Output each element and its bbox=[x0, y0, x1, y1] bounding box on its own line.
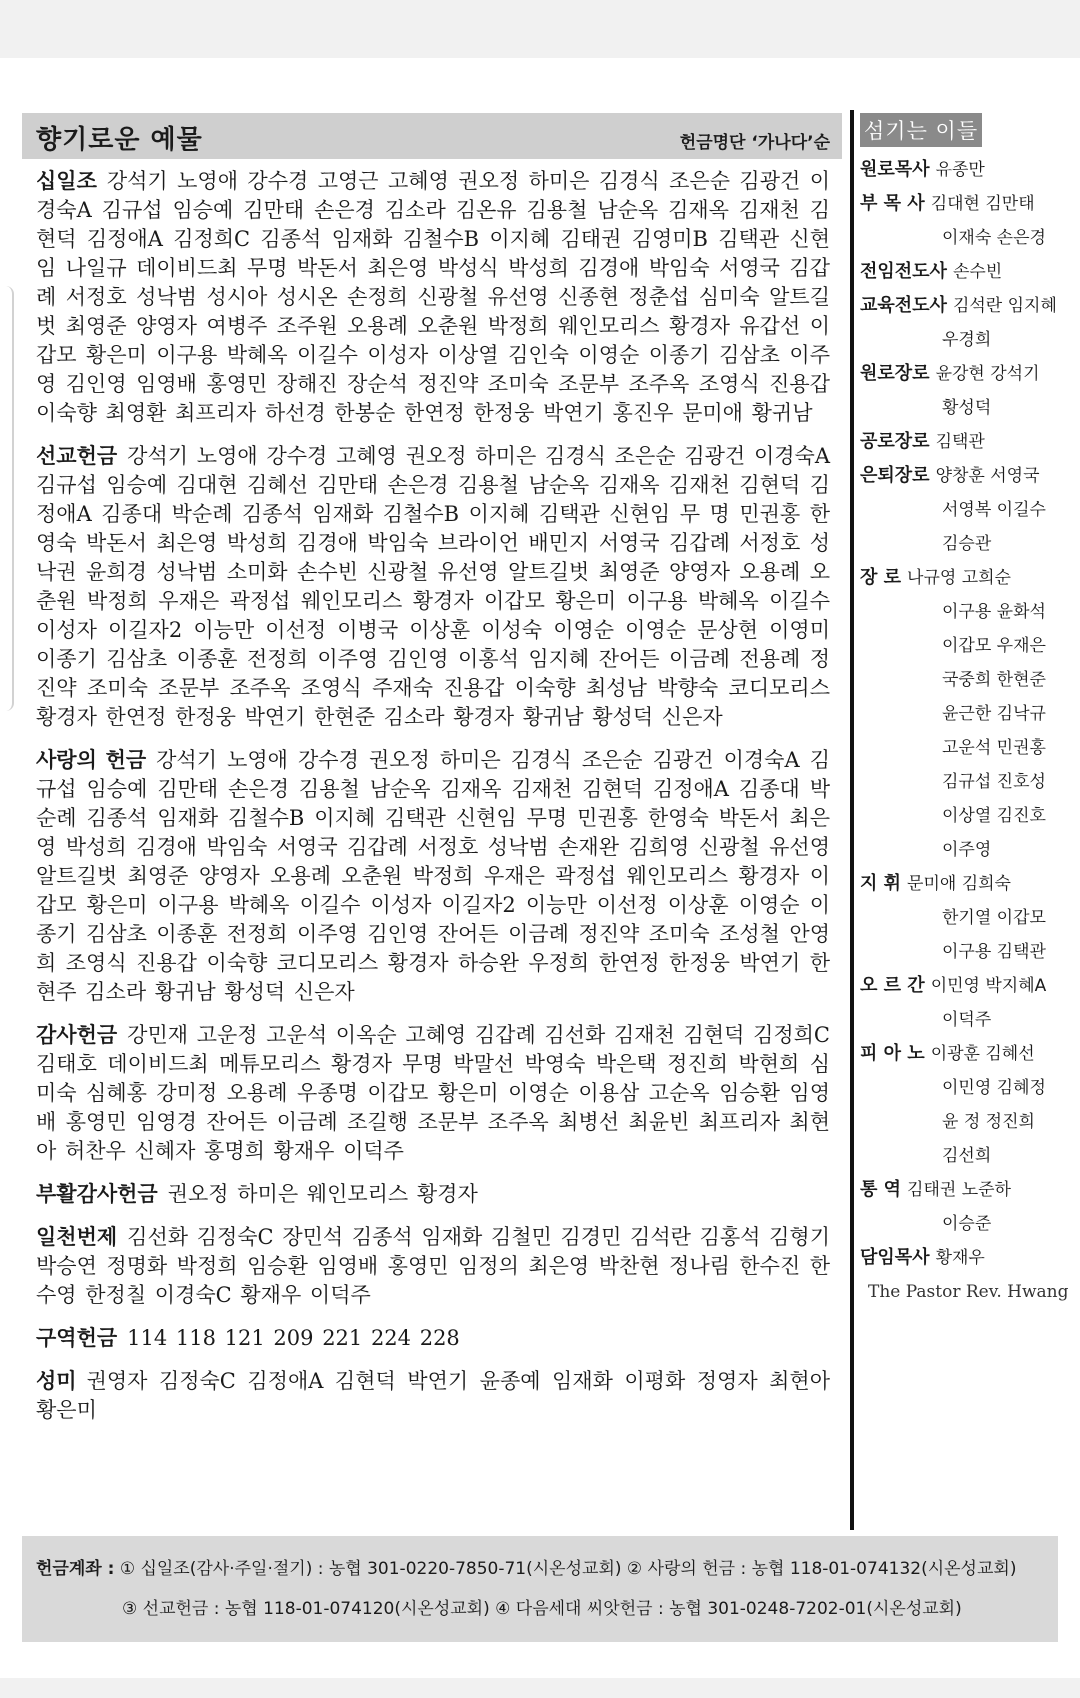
servant-role-row bbox=[860, 527, 1072, 561]
servant-role-row bbox=[860, 1139, 1072, 1173]
servant-names: 이민영 김혜정 bbox=[942, 1078, 1046, 1098]
offering-section bbox=[36, 442, 830, 732]
page-subtitle: 헌금명단 ‘가나다’순 bbox=[679, 133, 830, 153]
servant-names: 김규섭 진호성 bbox=[942, 772, 1046, 792]
servant-names: 김선희 bbox=[942, 1146, 992, 1166]
page-title: 향기로운 예물 bbox=[36, 125, 203, 155]
servant-role-label: 원로장로 bbox=[860, 363, 930, 384]
servant-names: 이광훈 김혜선 bbox=[930, 1044, 1035, 1064]
servant-names: 유종만 bbox=[935, 160, 985, 180]
offering-donors: 강민재 고운정 고운석 이옥순 고혜영 김갑례 김선화 김재천 김현덕 김정희C 김태호 데이비드최 메튜모리스 황경자 무명 박말선 박영숙 박은택 정진희 박현희 심미숙 심혜홍 강미정 오용례 우종명 이갑모 황은미 이영순 이용삼 고순옥 임승환 임영배 홍영민 임영경 잔어든 이금례 조길행 조문부 조주옥 최병선 최윤빈 최프리자 최현아 허찬우 신혜자 홍명희 황재우 이덕주 bbox=[36, 1023, 830, 1163]
servant-names: 김대현 김만태 bbox=[930, 194, 1035, 214]
offering-donors: 강석기 노영애 강수경 고영근 고혜영 권오정 하미은 김경식 조은순 김광건 이경숙A 김규섭 임승예 김만태 손은경 김소라 김온유 김용철 남순옥 김재옥 김재천 김현덕 김정애A 김정희C 김종석 임재화 김철수B 이지혜 김태권 김영미B 김택관 신현임 나일규 데이비드최 무명 박돈서 최은영 박성식 박성희 김경애 박임숙 서영국 김갑례 서정호 성낙범 성시아 성시온 손정희 신광철 유선영 신종현 정춘섭 심미숙 알트길벗 최영준 양영자 여병주 조주원 오용례 오춘원 박정희 웨인모리스 황경자 유갑선 이갑모 황은미 이구용 박혜옥 이길수 이성자 이상열 김인숙 이영순 이종기 김삼초 이주영 김인영 임영배 홍영민 장해진 장순석 정진약 조미숙 조문부 조주옥 조영식 진용갑 이숙향 최영환 최프리자 하선경 한봉순 한연정 한정웅 박연기 홍진우 문미애 황귀남 bbox=[36, 169, 830, 425]
bulletin-page bbox=[0, 58, 1080, 1678]
servant-role-label: 오 르 간 bbox=[860, 975, 925, 996]
servant-names: 나규영 고희순 bbox=[907, 568, 1011, 588]
servant-role-label: 전임전도사 bbox=[860, 261, 947, 282]
offering-donors: 114 118 121 209 221 224 228 bbox=[127, 1326, 460, 1350]
servant-role-row bbox=[860, 833, 1072, 867]
servant-role-label: 부 목 사 bbox=[860, 193, 925, 214]
offering-name: 십일조 bbox=[36, 169, 97, 193]
servant-role-row bbox=[860, 731, 1072, 765]
account-line-1: ① 십일조(감사·주일·절기) : 농협 301-0220-7850-71(시온성교회) ② 사랑의 헌금 : 농협 118-01-074132(시온성교회) bbox=[119, 1559, 1017, 1579]
servants-column bbox=[860, 113, 1072, 1309]
account-line-1-wrap bbox=[36, 1554, 1016, 1579]
offering-name: 성미 bbox=[36, 1369, 77, 1393]
servant-names: 우경희 bbox=[942, 330, 992, 350]
offering-donors: 권오정 하미은 웨인모리스 황경자 bbox=[167, 1182, 478, 1206]
servant-role-row bbox=[860, 1071, 1072, 1105]
servant-role-label: 담임목사 bbox=[860, 1247, 930, 1268]
servant-role-row bbox=[860, 799, 1072, 833]
servant-role-row bbox=[860, 153, 1072, 187]
servant-role-label: 교육전도사 bbox=[860, 295, 947, 316]
servant-names: 황성덕 bbox=[942, 398, 992, 418]
servant-names: 윤 정 정진희 bbox=[942, 1112, 1035, 1132]
servant-names: 김승관 bbox=[942, 534, 992, 554]
servant-role-row bbox=[860, 561, 1072, 595]
account-line-2: ③ 선교헌금 : 농협 118-01-074120(시온성교회) ④ 다음세대 씨앗헌금 : 농협 301-0248-7202-01(시온성교회) bbox=[122, 1599, 962, 1619]
servant-role-row bbox=[860, 1207, 1072, 1241]
servant-names: 이주영 bbox=[942, 840, 992, 860]
servant-names: 문미애 김희숙 bbox=[907, 874, 1011, 894]
servant-names: 양창훈 서영국 bbox=[935, 466, 1040, 486]
servant-role-row bbox=[860, 187, 1072, 221]
servant-role-row bbox=[860, 425, 1072, 459]
servant-names: 국중희 한현준 bbox=[942, 670, 1046, 690]
offering-donors: 강석기 노영애 강수경 권오정 하미은 김경식 조은순 김광건 이경숙A 김규섭 임승예 김만태 손은경 김용철 남순옥 김재옥 김재천 김현덕 김정애A 김종대 박순례 김종석 임재화 김철수B 이지혜 김택관 신현임 무명 민권홍 한영숙 박돈서 최은영 박성희 김경애 박임숙 서영국 김갑례 서정호 성낙범 손재완 김희영 신광철 유선영 알트길벗 최영준 양영자 오용례 오춘원 박정희 우재은 곽정섭 웨인모리스 황경자 이갑모 황은미 이구용 박혜옥 이길수 이성자 이길자2 이능만 이선정 이상훈 이영순 이종기 김삼초 이종훈 전정희 이주영 김인영 잔어든 이금례 정진약 조미숙 조성철 안영희 조영식 진용갑 이숙향 코디모리스 황경자 하승완 우정희 한연정 한정웅 박연기 한현주 김소라 황귀남 황성덕 신은자 bbox=[36, 748, 830, 1004]
offering-column bbox=[22, 113, 842, 1439]
servant-role-row bbox=[860, 901, 1072, 935]
offering-section bbox=[36, 1223, 830, 1310]
servant-names: 김태권 노준하 bbox=[907, 1180, 1011, 1200]
servant-role-row bbox=[860, 1037, 1072, 1071]
servant-role-row bbox=[860, 323, 1072, 357]
servant-names: 이덕주 bbox=[942, 1010, 992, 1030]
servant-names: 이재숙 손은경 bbox=[942, 228, 1046, 248]
servant-names: 이구용 윤화석 bbox=[942, 602, 1046, 622]
servant-names: 황재우 bbox=[935, 1248, 985, 1268]
offering-name: 일천번제 bbox=[36, 1225, 118, 1249]
page-edge-marker bbox=[0, 286, 14, 711]
account-info-box bbox=[22, 1536, 1058, 1642]
servant-role-label: 지 휘 bbox=[860, 873, 902, 894]
servant-role-row bbox=[860, 493, 1072, 527]
account-label: 헌금계좌 : bbox=[36, 1559, 115, 1579]
servant-names: 김택관 bbox=[935, 432, 985, 452]
servant-role-row bbox=[860, 697, 1072, 731]
servant-role-label: 원로목사 bbox=[860, 159, 930, 180]
servant-names: 이승준 bbox=[942, 1214, 992, 1234]
servant-names: 한기열 이갑모 bbox=[942, 908, 1046, 928]
servant-role-row bbox=[860, 595, 1072, 629]
offering-donors: 권영자 김정숙C 김정애A 김현덕 박연기 윤종예 임재화 이평화 정영자 최현아 황은미 bbox=[36, 1369, 830, 1422]
offering-section bbox=[36, 167, 830, 428]
servant-role-label: 피 아 노 bbox=[860, 1043, 925, 1064]
servant-names: 이상열 김진호 bbox=[942, 806, 1046, 826]
offering-section bbox=[36, 1180, 830, 1209]
offering-name: 부활감사헌금 bbox=[36, 1182, 158, 1206]
servants-title: 섬기는 이들 bbox=[860, 113, 982, 147]
servant-names: 고운석 민권홍 bbox=[942, 738, 1046, 758]
offering-name: 선교헌금 bbox=[36, 444, 118, 468]
offering-list bbox=[22, 159, 842, 1425]
servant-names: 윤근한 김낙규 bbox=[942, 704, 1046, 724]
column-divider bbox=[850, 110, 854, 1530]
servant-role-row bbox=[860, 1173, 1072, 1207]
servant-role-row bbox=[860, 289, 1072, 323]
servant-names: 손수빈 bbox=[952, 262, 1003, 282]
servant-role-label: 통 역 bbox=[860, 1179, 902, 1200]
servant-role-row bbox=[860, 663, 1072, 697]
pastor-english-name: The Pastor Rev. Hwang bbox=[868, 1282, 1069, 1302]
servant-role-row bbox=[860, 391, 1072, 425]
offering-name: 사랑의 헌금 bbox=[36, 748, 147, 772]
offering-section bbox=[36, 746, 830, 1007]
servant-role-row bbox=[860, 1003, 1072, 1037]
offering-header bbox=[22, 113, 842, 159]
servant-role-row bbox=[860, 459, 1072, 493]
offering-section bbox=[36, 1367, 830, 1425]
servant-role-row bbox=[860, 867, 1072, 901]
servant-role-label: 은퇴장로 bbox=[860, 465, 930, 486]
offering-name: 감사헌금 bbox=[36, 1023, 118, 1047]
offering-donors: 강석기 노영애 강수경 고혜영 권오정 하미은 김경식 조은순 김광건 이경숙A 김규섭 임승예 김대현 김혜선 김만태 손은경 김용철 남순옥 김재옥 김재천 김현덕 김정애A 김종대 박순례 김종석 임재화 김철수B 이지혜 김택관 신현임 무 명 민권홍 한영숙 박돈서 최은영 박성희 김경애 박임숙 브라이언 배민지 서영국 김갑례 서정호 성낙권 윤희경 성낙범 소미화 손수빈 신광철 유선영 알트길벗 최영준 양영자 오용례 오춘원 박정희 우재은 곽정섭 웨인모리스 황경자 이갑모 황은미 이구용 박혜옥 이길수 이성자 이길자2 이능만 이선정 이병국 이상훈 이성숙 이영순 이영순 문상현 이영미 이종기 김삼초 이종훈 전정희 이주영 김인영 이홍석 임지혜 잔어든 이금례 전용례 정진약 조미숙 조문부 조주옥 조영식 주재숙 진용갑 이숙향 최성남 박향숙 코디모리스 황경자 한연정 한정웅 박연기 한현준 김소라 황경자 황귀남 황성덕 신은자 bbox=[36, 444, 830, 729]
servant-role-row bbox=[860, 1241, 1072, 1275]
servant-role-row bbox=[860, 935, 1072, 969]
servant-role-row bbox=[860, 629, 1072, 663]
servant-role-row bbox=[860, 357, 1072, 391]
servants-roles bbox=[860, 153, 1072, 1275]
offering-name: 구역헌금 bbox=[36, 1326, 118, 1350]
servant-names: 이민영 박지혜A bbox=[930, 976, 1047, 996]
servant-role-label: 공로장로 bbox=[860, 431, 930, 452]
servant-role-row bbox=[860, 765, 1072, 799]
servant-names: 윤강현 강석기 bbox=[935, 364, 1040, 384]
offering-section bbox=[36, 1324, 830, 1353]
servant-role-row bbox=[860, 1105, 1072, 1139]
servant-role-row bbox=[860, 255, 1072, 289]
offering-section bbox=[36, 1021, 830, 1166]
servant-names: 김석란 임지혜 bbox=[952, 296, 1057, 316]
offering-donors: 김선화 김정숙C 장민석 김종석 임재화 김철민 김경민 김석란 김홍석 김형기 박승연 정명화 박정희 임승환 임영배 홍영민 임정의 최은영 박찬현 정나림 한수진 한수영 한정칠 이경숙C 황재우 이덕주 bbox=[36, 1225, 830, 1307]
servant-names: 이갑모 우재은 bbox=[942, 636, 1046, 656]
servant-names: 이구용 김택관 bbox=[942, 942, 1046, 962]
servant-role-row bbox=[860, 221, 1072, 255]
servant-names: 서영복 이길수 bbox=[942, 500, 1046, 520]
servant-role-row bbox=[860, 969, 1072, 1003]
servant-role-label: 장 로 bbox=[860, 567, 902, 588]
